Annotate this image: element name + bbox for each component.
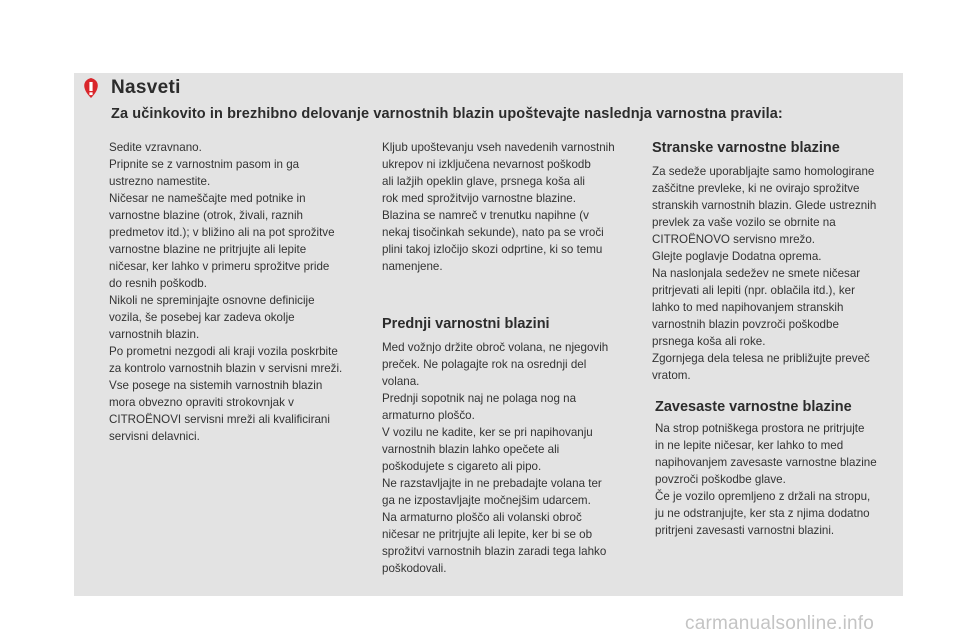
curtain-airbags-heading: Zavesaste varnostne blazine bbox=[655, 399, 852, 415]
watermark: carmanualsonline.info bbox=[685, 613, 875, 634]
page-title: Nasveti bbox=[111, 77, 181, 98]
side-airbags-heading: Stranske varnostne blazine bbox=[652, 140, 840, 156]
injury-risk-text: Kljub upoštevanju vseh navedenih varnostnih ukrepov ni izključena nevarnost poškodb ali lažjih opeklin glave, prsnega koša ali rok med sprožitvijo varnostne blazine. Blazina se namreč v trenutku napihne (v nekaj tisočinkah sekunde), nato pa se vroči plini takoj izločijo skozi odprtine, ki so temu namenjene. bbox=[382, 141, 615, 273]
side-airbags-text: Za sedeže uporabljajte samo homologirane zaščitne prevleke, ki ne ovirajo sprožitve stranskih varnostnih blazin. Glede ustreznih prevlek za vaše vozilo se obrnite na CITROËNOVO servisno mrežo. Glejte poglavje Dodatna oprema. Na naslonjala sedežev ne smete ničesar pritrjevati ali lepiti (npr. oblačila itd.), ker lahko to med napihovanjem stranskih varnostnih blazin povzroči poškodbe prsnega koša ali roke. Zgornjega dela telesa ne približujte preveč vratom. bbox=[652, 165, 877, 382]
page-subtitle: Za učinkovito in brezhibno delovanje varnostnih blazin upoštevajte naslednja varnostna pravila: bbox=[111, 106, 783, 122]
front-airbags-heading: Prednji varnostni blazini bbox=[382, 316, 550, 332]
front-airbags-text: Med vožnjo držite obroč volana, ne njegovih preček. Ne polagajte rok na osrednji del volana. Prednji sopotnik naj ne polaga nog na armaturno ploščo. V vozilu ne kadite, ker se pri napihovanju varnostnih blazin lahko opečete ali poškodujete s cigareto ali pipo. Ne razstavljajte in ne prebadajte volana ter ga ne izpostavljajte močnejšim udarcem. Na armaturno ploščo ali volanski obroč ničesar ne pritrjujte ali lepite, ker bi se ob sprožitvi varnostnih blazin zaradi tega lahko poškodovali. bbox=[382, 341, 609, 575]
general-advice-text: Sedite vzravnano. Pripnite se z varnostnim pasom in ga ustrezno namestite. Ničesar ne nameščajte med potnike in varnostne blazine (otrok, živali, raznih predmetov itd.); v bližino ali na pot sprožitve varnostne blazine ne pritrjujte ali lepite ničesar, ker lahko v primeru sprožitve pride do resnih poškodb. Nikoli ne spreminjajte osnovne definicije vozila, še posebej kar zadeva okolje varnostnih blazin. Po prometni nezgodi ali kraji vozila poskrbite za kontrolo varnostnih blazin v servisni mreži. Vse posege na sistemih varnostnih blazin mora obvezno opraviti strokovnjak v CITROËNOVI servisni mreži ali kvalificirani servisni delavnici. bbox=[109, 141, 343, 443]
curtain-airbags-text: Na strop potniškega prostora ne pritrjujte in ne lepite ničesar, ker lahko to med napihovanjem zavesaste varnostne blazine povzroči poškodbe glave. Če je vozilo opremljeno z držali na stropu, ju ne odstranjujte, ker sta z njima dodatno pritrjeni zavesasti varnostni blazini. bbox=[655, 422, 877, 537]
warning-exclamation-icon bbox=[80, 77, 102, 99]
